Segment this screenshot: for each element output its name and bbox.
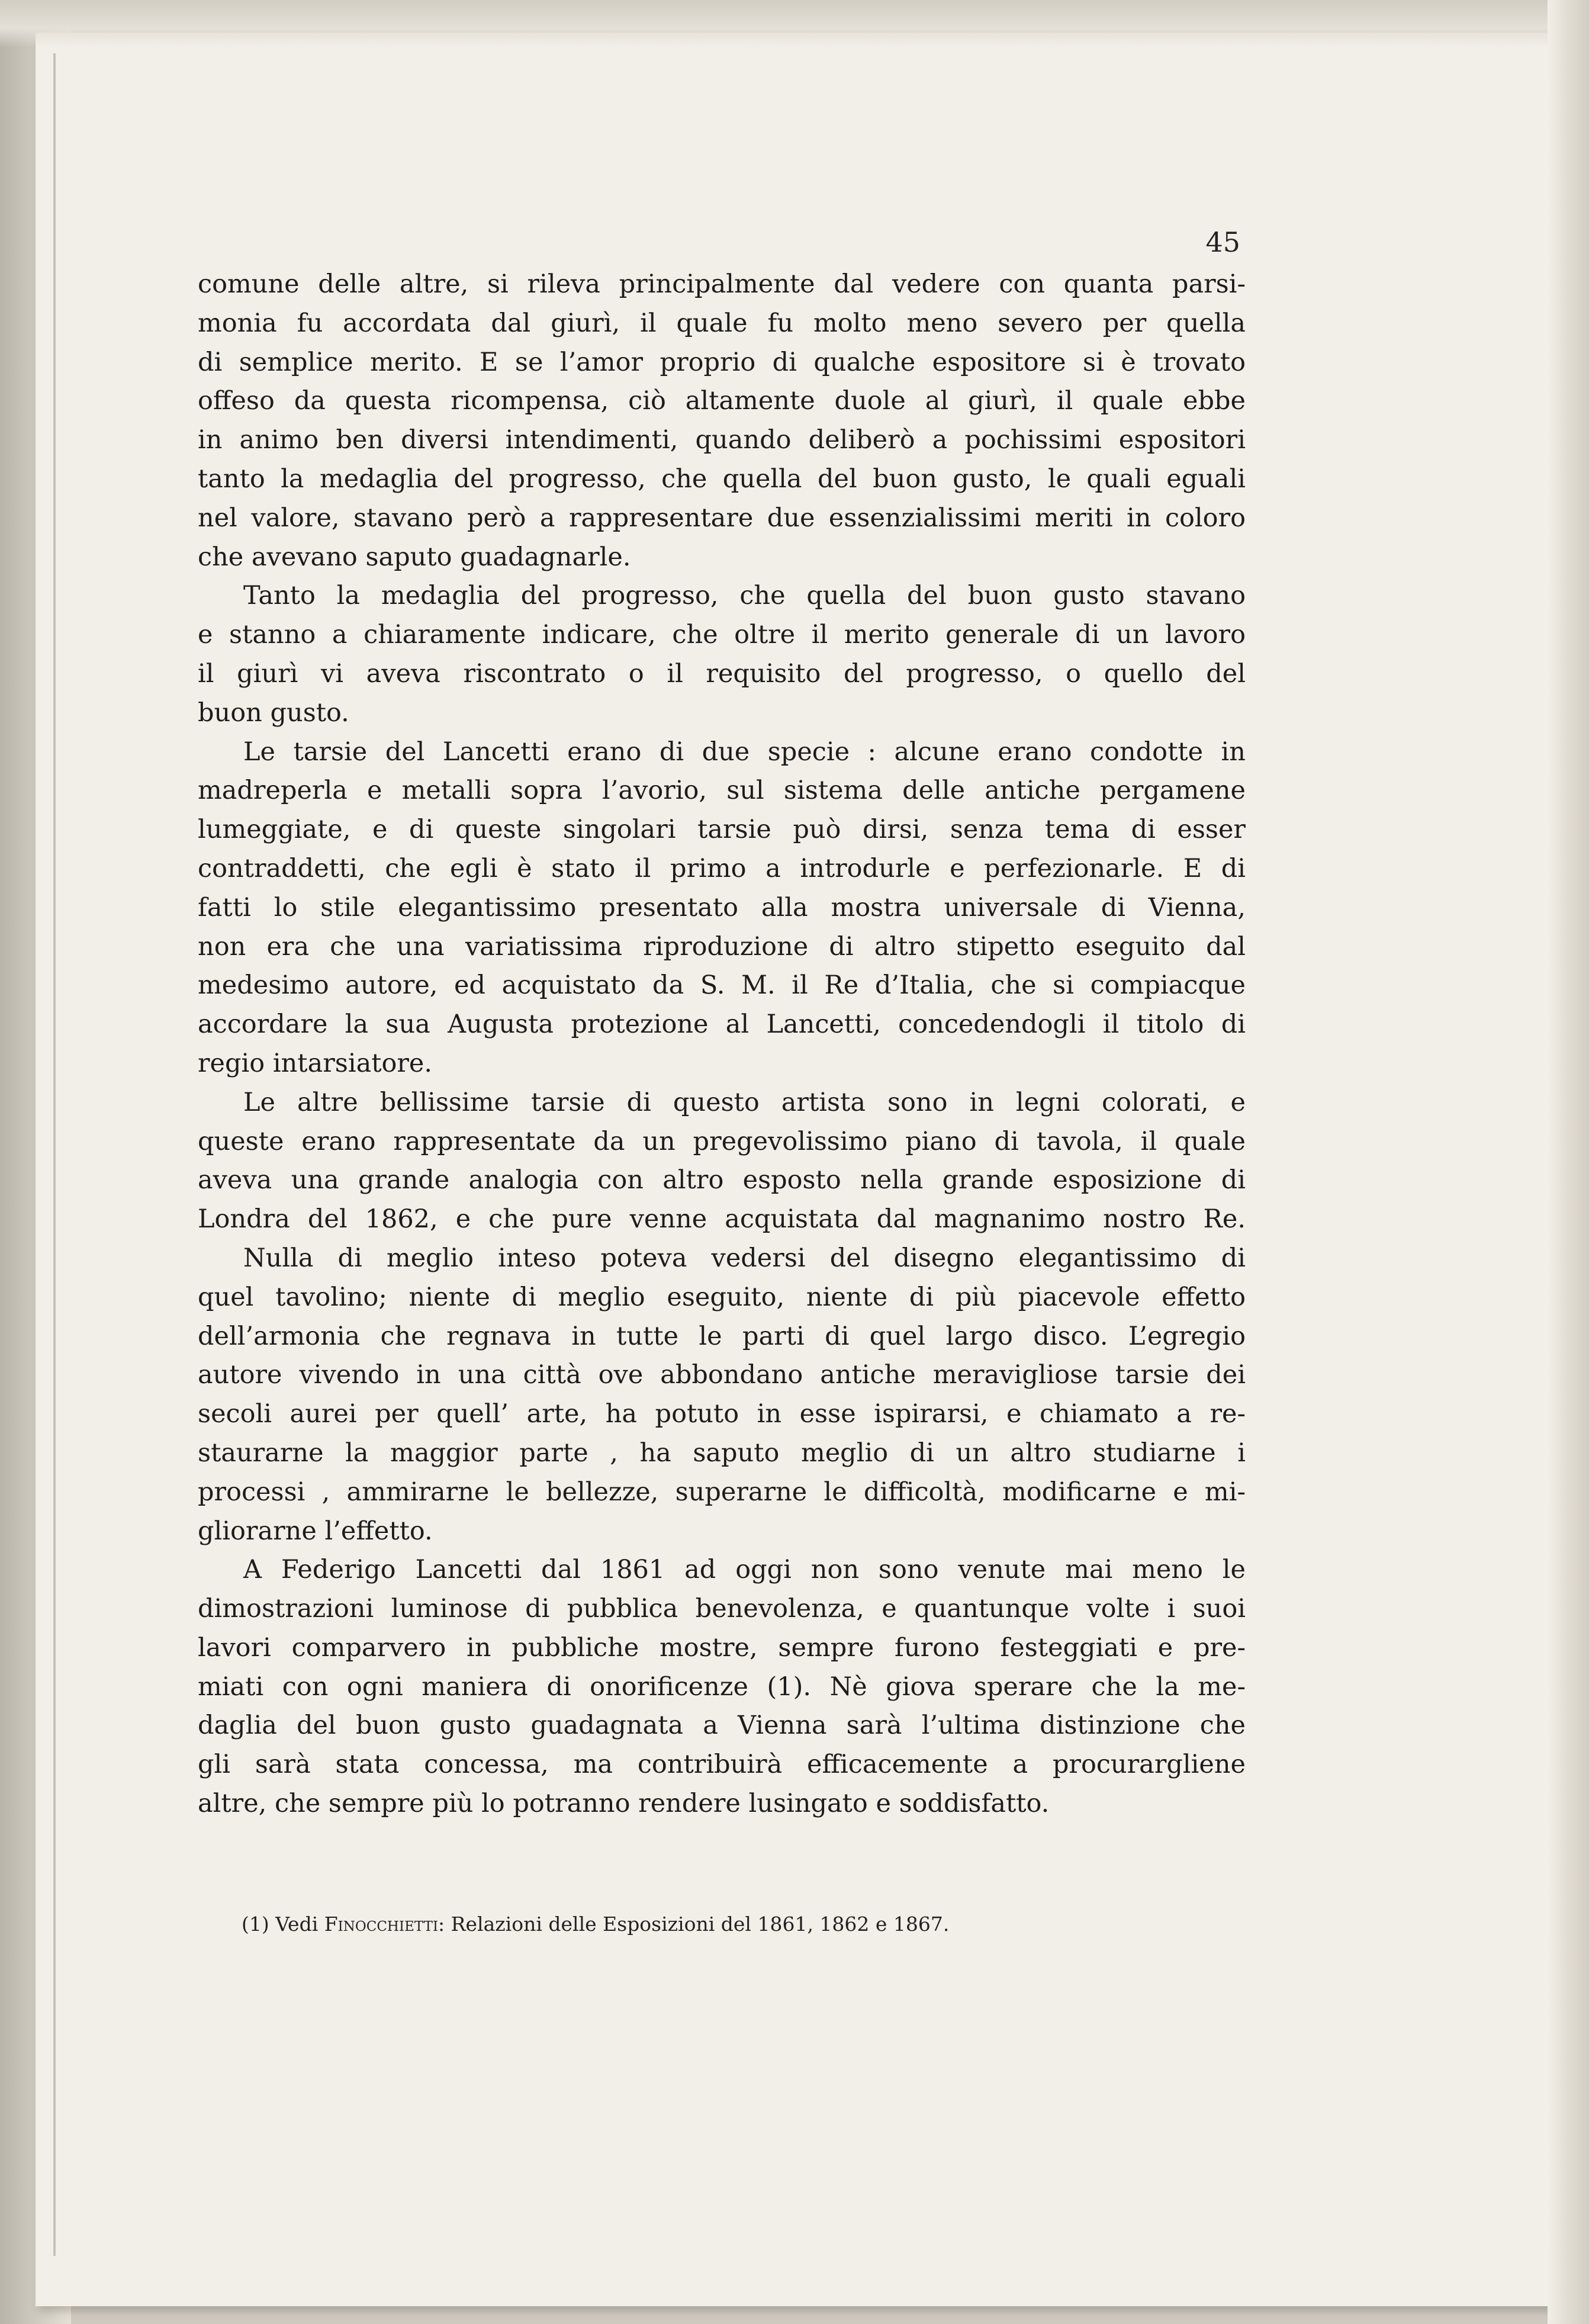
text-line: lavori comparvero in pubbliche mostre, sempre furono festeggiati e pre- <box>198 1632 1246 1663</box>
text-line: medesimo autore, ed acquistato da S. M. il Re d’Italia, che si compiacque <box>198 970 1246 1001</box>
body-text <box>198 265 1246 1824</box>
text-line: che avevano saputo guadagnarle. <box>198 542 631 572</box>
text-line: fatti lo stile elegantissimo presentato alla mostra universale di Vienna, <box>198 892 1246 922</box>
text-line: Le altre bellissime tarsie di questo artista sono in legni colorati, e <box>243 1087 1246 1117</box>
text-line: gliorarne l’effetto. <box>198 1516 433 1546</box>
text-line: accordare la sua Augusta protezione al Lancetti, concedendogli il titolo di <box>198 1010 1246 1040</box>
text-line: offeso da questa ricompensa, ciò altamente duole al giurì, il quale ebbe <box>198 386 1246 416</box>
text-line: staurarne la maggior parte , ha saputo meglio di un altro studiarne i <box>198 1438 1246 1468</box>
text-line: queste erano rappresentate da un pregevolissimo piano di tavola, il quale <box>198 1126 1246 1156</box>
text-line: monia fu accordata dal giurì, il quale fu molto meno severo per quella <box>198 308 1246 338</box>
text-line: secoli aurei per quell’ arte, ha potuto in esse ispirarsi, e chiamato a re- <box>198 1399 1246 1429</box>
footnote-text-after: Relazioni delle Esposizioni del 1861, 1862 e 1867. <box>451 1912 950 1936</box>
text-line: dell’armonia che regnava in tutte le parti di quel largo disco. L’egregio <box>198 1321 1246 1351</box>
text-line: processi , ammirarne le bellezze, superarne le difficoltà, modificarne e mi- <box>198 1477 1246 1507</box>
text-line: nel valore, stavano però a rappresentare due essenzialissimi meriti in coloro <box>198 503 1246 533</box>
text-line: dimostrazioni luminose di pubblica benevolenza, e quantunque volte i suoi <box>198 1594 1246 1624</box>
text-line: non era che una variatissima riproduzione di altro stipetto eseguito dal <box>198 931 1246 962</box>
text-line: autore vivendo in una città ove abbondano antiche meravigliose tarsie dei <box>198 1360 1246 1390</box>
text-line: lumeggiate, e di queste singolari tarsie può dirsi, senza tema di esser <box>198 815 1246 845</box>
text-line: contraddetti, che egli è stato il primo a introdurle e perfezionarle. E di <box>198 853 1246 883</box>
text-line: gli sarà stata concessa, ma contribuirà efficacemente a procurargliene <box>198 1750 1246 1780</box>
page-fold-line <box>53 53 56 2256</box>
footnote <box>242 1912 1070 1936</box>
footnote-marker: (1) <box>242 1912 269 1936</box>
text-line: madreperla e metalli sopra l’avorio, sul sistema delle antiche pergamene <box>198 776 1246 806</box>
text-line: comune delle altre, si rileva principalmente dal vedere con quanta parsi- <box>198 269 1246 299</box>
text-line: miati con ogni maniera di onorificenze (1). Nè giova sperare che la me- <box>198 1672 1246 1702</box>
text-line: di semplice merito. E se l’amor proprio di qualche espositore si è trovato <box>198 347 1246 377</box>
text-line: Tanto la medaglia del progresso, che quella del buon gusto stavano <box>243 581 1246 611</box>
text-line: tanto la medaglia del progresso, che quella del buon gusto, le quali eguali <box>198 464 1246 494</box>
text-line: regio intarsiatore. <box>198 1048 433 1078</box>
text-line: Londra del 1862, e che pure venne acquistata dal magnanimo nostro Re. <box>198 1204 1246 1235</box>
text-line: e stanno a chiaramente indicare, che oltre il merito generale di un lavoro <box>198 620 1246 650</box>
text-line: buon gusto. <box>198 697 349 728</box>
footnote-author: Finocchietti: <box>324 1912 445 1936</box>
text-line: in animo ben diversi intendimenti, quando deliberò a pochissimi espositori <box>198 425 1246 455</box>
text-line: A Federigo Lancetti dal 1861 ad oggi non sono venute mai meno le <box>243 1555 1246 1585</box>
page-right-edge <box>1548 0 1589 2324</box>
text-line: quel tavolino; niente di meglio eseguito, niente di più piacevole effetto <box>198 1282 1246 1312</box>
page-number: 45 <box>1205 226 1240 258</box>
text-line: daglia del buon gusto guadagnata a Vienna sarà l’ultima distinzione che <box>198 1711 1246 1741</box>
footnote-text-before: Vedi <box>275 1912 319 1936</box>
text-line: Nulla di meglio inteso poteva vedersi del disegno elegantissimo di <box>243 1243 1246 1273</box>
text-line: il giurì vi aveva riscontrato o il requisito del progresso, o quello del <box>198 658 1246 689</box>
page-top-edge <box>0 0 1589 47</box>
text-line: Le tarsie del Lancetti erano di due specie : alcune erano condotte in <box>243 737 1246 767</box>
text-line: aveva una grande analogia con altro esposto nella grande esposizione di <box>198 1165 1246 1195</box>
text-line: altre, che sempre più lo potranno rendere lusingato e soddisfatto. <box>198 1789 1050 1819</box>
